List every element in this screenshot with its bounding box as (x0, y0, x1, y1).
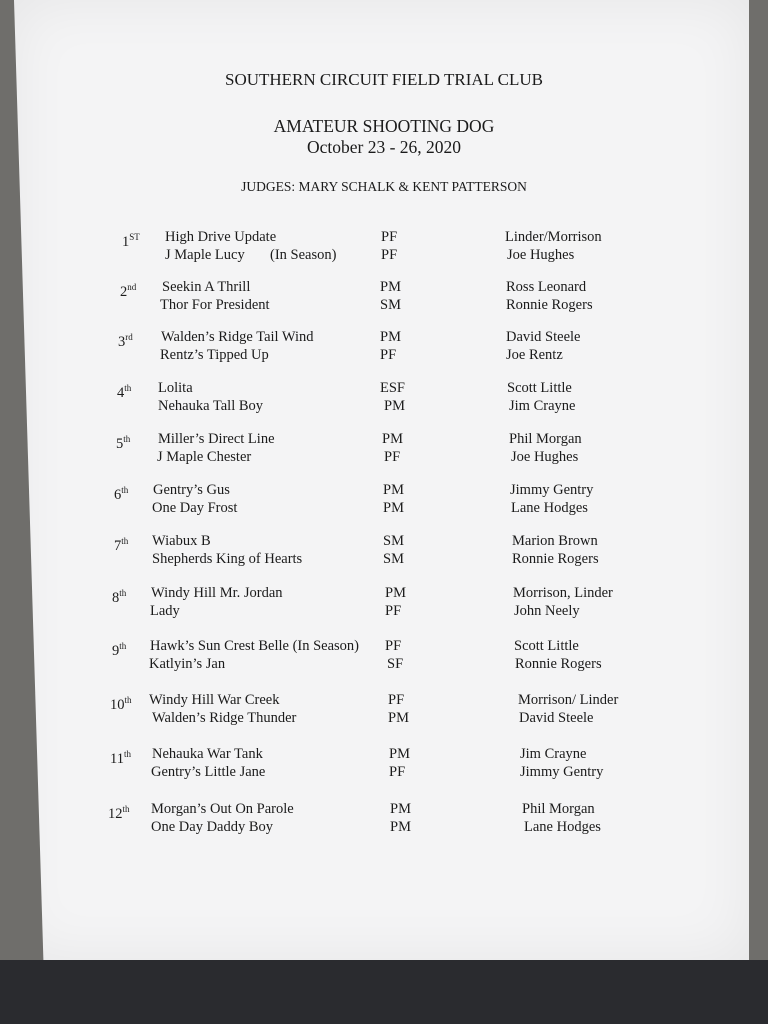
dog-name: Katlyin’s Jan (149, 656, 226, 672)
dog-sex-code: PM (388, 710, 409, 726)
dog-sex-code: SM (380, 297, 401, 313)
handler-name: Joe Rentz (506, 347, 563, 363)
handler-name: Joe Hughes (507, 247, 575, 263)
dog-name: One Day Frost (152, 500, 238, 516)
dog-sex-code: PM (390, 801, 411, 817)
handler-name: Phil Morgan (509, 431, 582, 447)
handler-name: Linder/Morrison (505, 229, 602, 245)
placement-number: 8th (112, 588, 127, 606)
handler-name: Jim Crayne (520, 746, 587, 762)
dog-sex-code: PM (382, 431, 403, 447)
handler-name: Lane Hodges (524, 819, 601, 835)
judges-line: JUDGES: MARY SCHALK & KENT PATTERSON (241, 179, 527, 194)
dog-name: Walden’s Ridge Thunder (152, 710, 297, 726)
dog-name: Gentry’s Little Jane (151, 764, 266, 780)
floor-background (0, 960, 768, 1024)
dog-name: Nehauka War Tank (152, 746, 263, 762)
dog-name: Miller’s Direct Line (158, 431, 275, 447)
handler-name: Joe Hughes (511, 449, 579, 465)
dog-sex-code: SM (383, 533, 404, 549)
placement-number: 1ST (122, 232, 140, 250)
handler-name: Ronnie Rogers (506, 297, 593, 313)
handler-name: Ronnie Rogers (512, 551, 599, 567)
placement-number: 9th (112, 641, 127, 659)
dog-sex-code: ESF (380, 380, 405, 396)
dog-sex-code: PM (383, 500, 404, 516)
dog-name: High Drive Update (165, 229, 277, 245)
dog-name: Rentz’s Tipped Up (160, 347, 269, 363)
handler-name: Jimmy Gentry (520, 764, 604, 780)
dog-sex-code: PM (383, 482, 404, 498)
handler-name: Ross Leonard (506, 279, 587, 295)
placement-number: 3rd (118, 332, 133, 350)
dog-sex-code: PF (385, 603, 402, 619)
dog-name: Lolita (158, 380, 193, 396)
placement-number: 2nd (120, 282, 137, 300)
dog-name: One Day Daddy Boy (151, 819, 274, 835)
dog-name: Gentry’s Gus (153, 482, 230, 498)
dog-name: Windy Hill War Creek (149, 692, 280, 708)
handler-name: Ronnie Rogers (515, 656, 602, 672)
dog-sex-code: PF (380, 347, 397, 363)
dog-name: Walden’s Ridge Tail Wind (161, 329, 314, 345)
placement-number: 10th (110, 695, 132, 713)
dog-sex-code: PM (384, 398, 405, 414)
dog-sex-code: PF (381, 229, 398, 245)
dog-sex-code: PF (381, 247, 398, 263)
placement-number: 12th (108, 804, 130, 822)
dog-sex-code: PF (384, 449, 401, 465)
handler-name: Scott Little (507, 380, 572, 396)
dog-sex-code: PF (385, 638, 402, 654)
handler-name: David Steele (519, 710, 594, 726)
dog-name: Hawk’s Sun Crest Belle (In Season) (150, 638, 360, 654)
handler-name: Scott Little (514, 638, 579, 654)
dog-sex-code: PM (390, 819, 411, 835)
handler-name: David Steele (506, 329, 581, 345)
club-title: SOUTHERN CIRCUIT FIELD TRIAL CLUB (225, 70, 543, 89)
dog-name: J Maple Chester (157, 449, 252, 465)
dog-name: Seekin A Thrill (162, 279, 251, 295)
dog-name: Shepherds King of Hearts (152, 551, 303, 567)
dog-note: (In Season) (270, 247, 337, 263)
dog-sex-code: PM (389, 746, 410, 762)
handler-name: Morrison/ Linder (518, 692, 619, 708)
handler-name: John Neely (514, 603, 580, 619)
dog-name: Morgan’s Out On Parole (151, 801, 294, 817)
placement-number: 11th (110, 749, 131, 767)
placement-number: 5th (116, 434, 131, 452)
dog-sex-code: PM (380, 329, 401, 345)
dog-sex-code: SF (387, 656, 404, 672)
event-dates: October 23 - 26, 2020 (306, 137, 462, 157)
dog-name: Wiabux B (152, 533, 211, 549)
dog-name: Thor For President (160, 297, 270, 313)
placement-number: 4th (117, 383, 132, 401)
handler-name: Jimmy Gentry (510, 482, 594, 498)
dog-name: Windy Hill Mr. Jordan (151, 585, 283, 601)
dog-sex-code: PF (388, 692, 405, 708)
handler-name: Phil Morgan (522, 801, 595, 817)
dog-name: Nehauka Tall Boy (158, 398, 264, 414)
handler-name: Jim Crayne (509, 398, 576, 414)
event-title: AMATEUR SHOOTING DOG (273, 116, 495, 136)
dog-name: J Maple Lucy (165, 247, 245, 263)
dog-name: Lady (150, 603, 180, 619)
dog-sex-code: PF (389, 764, 406, 780)
placement-number: 6th (114, 485, 129, 503)
handler-name: Morrison, Linder (513, 585, 613, 601)
dog-sex-code: PM (380, 279, 401, 295)
handler-name: Lane Hodges (511, 500, 588, 516)
dog-sex-code: SM (383, 551, 404, 567)
handler-name: Marion Brown (512, 533, 598, 549)
dog-sex-code: PM (385, 585, 406, 601)
placement-number: 7th (114, 536, 129, 554)
